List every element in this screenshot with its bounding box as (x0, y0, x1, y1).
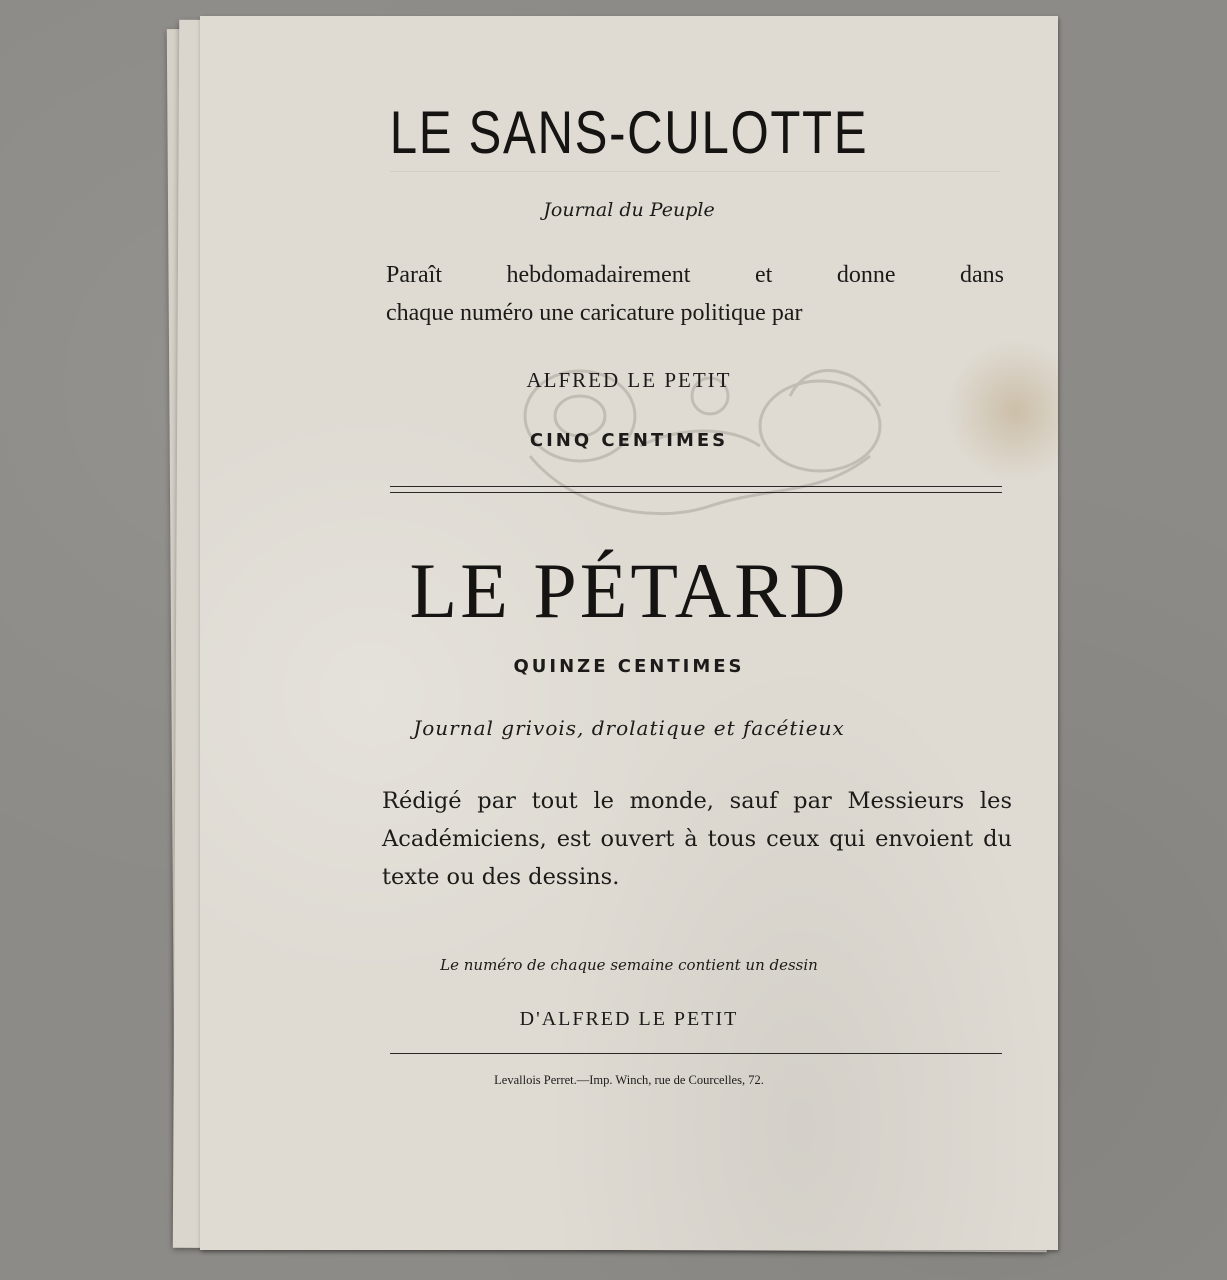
imprint-line: Levallois Perret.—Imp. Winch, rue de Courcelles, 72. (494, 1073, 764, 1087)
petard-description: Rédigé par tout le monde, sauf par Messieurs les Académiciens, est ouvert à tous ceux qui envoient du texte ou des dessins. (382, 788, 1012, 890)
printed-page (200, 16, 1058, 1250)
divider-rule (390, 486, 1002, 487)
petard-weekly-note: Le numéro de chaque semaine contient un dessin (440, 956, 818, 974)
sans-culotte-description-line2: chaque numéro une caricature politique par (386, 300, 803, 326)
petard-subtitle: Journal grivois, drolatique et facétieux (413, 716, 845, 740)
petard-artist: D'ALFRED LE PETIT (519, 1008, 739, 1030)
sans-culotte-artist: ALFRED LE PETIT (526, 368, 732, 392)
sans-culotte-description-line1: Paraît hebdomadairement et donne dans (386, 262, 1004, 288)
sans-culotte-subtitle: Journal du Peuple (543, 199, 715, 221)
sans-culotte-price: CINQ CENTIMES (529, 430, 729, 451)
divider-rule (390, 492, 1002, 493)
petard-title: LE PÉTARD (409, 547, 849, 634)
show-through (390, 171, 1000, 192)
footer-rule (390, 1053, 1002, 1054)
sans-culotte-title: LE SANS-CULOTTE (389, 99, 869, 166)
petard-price: QUINZE CENTIMES (513, 656, 745, 677)
